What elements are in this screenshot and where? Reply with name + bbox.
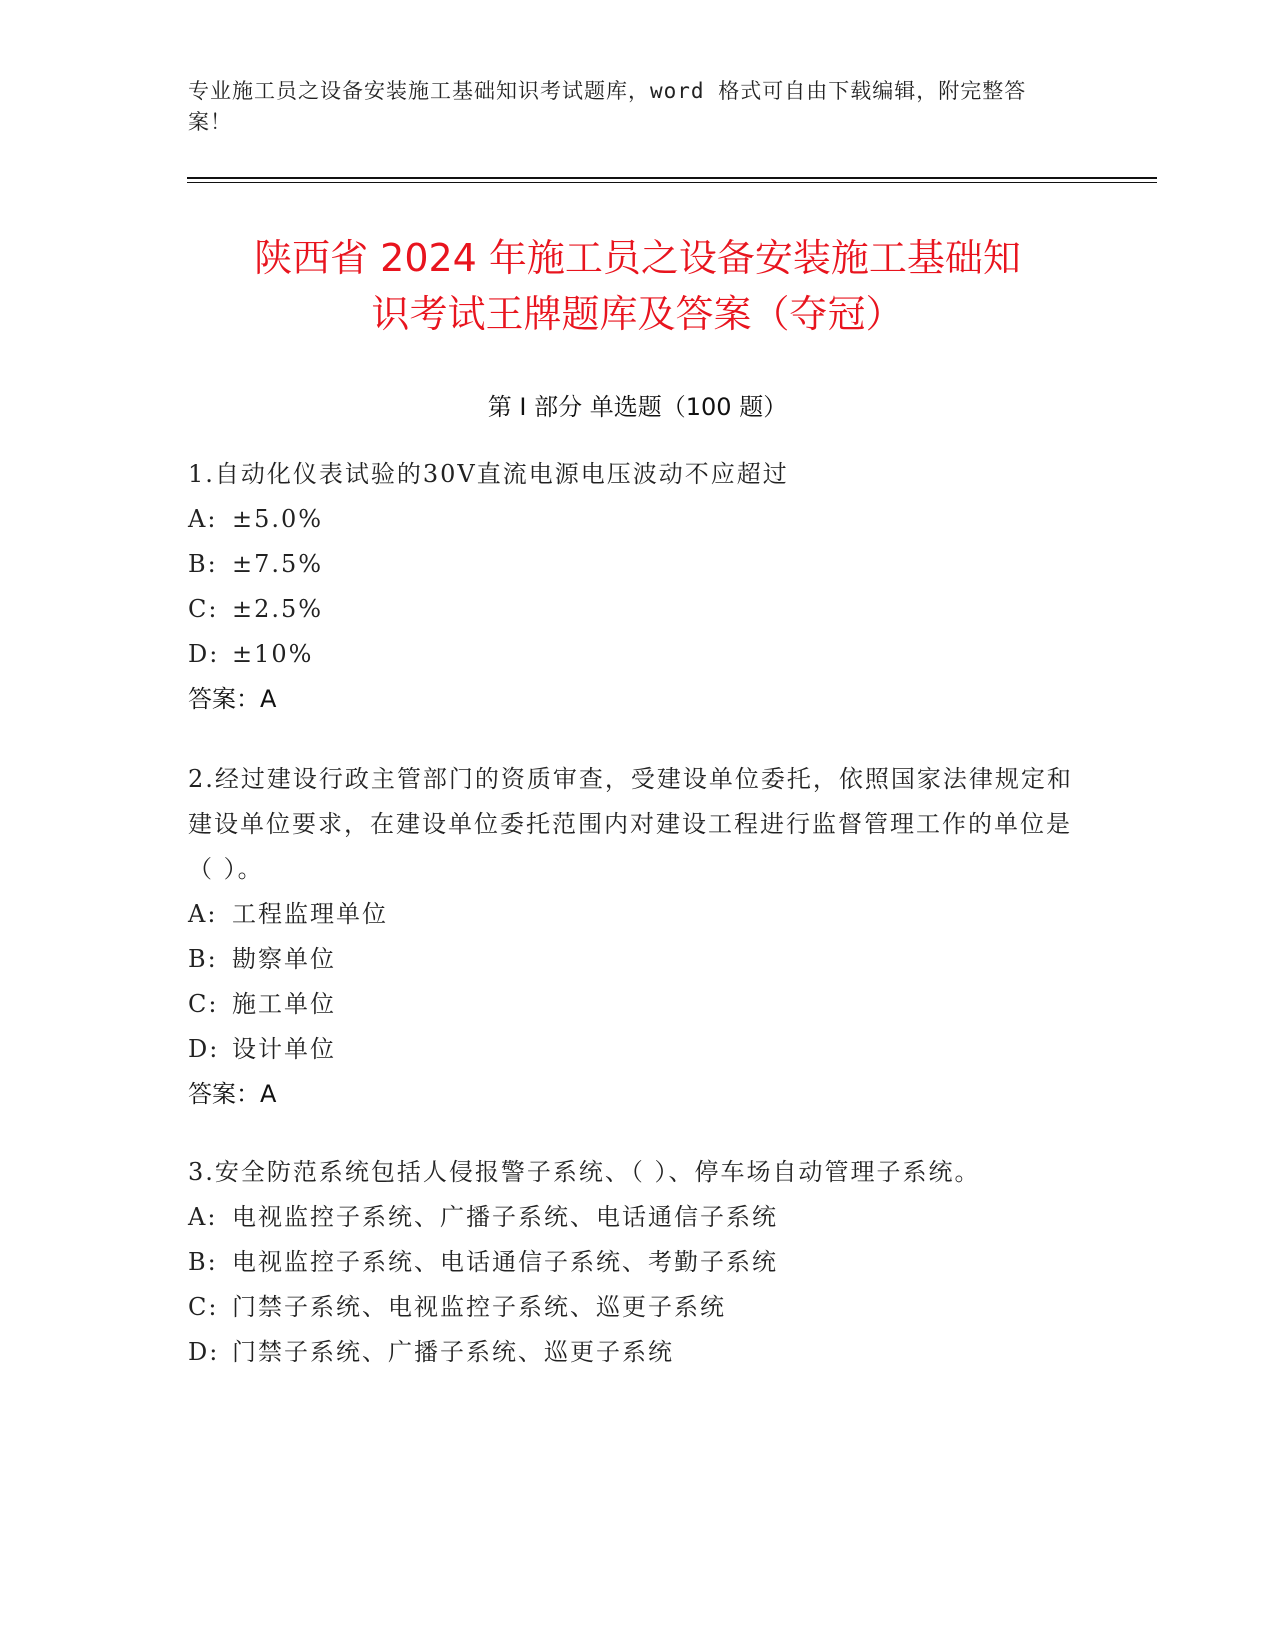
option-label: A: [188, 505, 218, 533]
document-title [150, 230, 1125, 342]
option-a [188, 1195, 1078, 1240]
option-text: 电视监控子系统、电话通信子系统、考勤子系统 [232, 1248, 778, 1276]
option-label: C: [188, 595, 219, 623]
option-label: D: [188, 1035, 220, 1063]
option-label: D: [188, 1338, 220, 1366]
option-text: ±7.5% [232, 550, 324, 578]
option-b [188, 937, 1078, 982]
option-text: 门禁子系统、电视监控子系统、巡更子系统 [232, 1293, 726, 1321]
option-b [188, 1240, 1078, 1285]
option-label: A: [188, 1203, 218, 1231]
option-d [188, 1330, 1078, 1375]
option-text: 门禁子系统、广播子系统、巡更子系统 [232, 1338, 674, 1366]
header-note: 专业施工员之设备安装施工基础知识考试题库，word 格式可自由下载编辑，附完整答案！ [188, 79, 1027, 134]
option-text: ±2.5% [232, 595, 324, 623]
option-c [188, 982, 1078, 1027]
option-label: A: [188, 900, 218, 928]
answer-line: 答案：A [188, 685, 277, 713]
question-text: 2.经过建设行政主管部门的资质审查，受建设单位委托，依照国家法律规定和建设单位要求，在建设单位委托范围内对建设工程进行监督管理工作的单位是（ ）。 [188, 765, 1073, 883]
option-d [188, 1027, 1078, 1072]
option-d [188, 632, 1078, 677]
option-text: 电视监控子系统、广播子系统、电话通信子系统 [232, 1203, 778, 1231]
option-text: ±5.0% [232, 505, 324, 533]
option-label: D: [188, 640, 220, 668]
option-text: 工程监理单位 [232, 900, 388, 928]
option-label: B: [188, 1248, 218, 1276]
question-text: 1.自动化仪表试验的30V直流电源电压波动不应超过 [188, 460, 789, 488]
option-label: C: [188, 1293, 219, 1321]
option-label: C: [188, 990, 219, 1018]
option-c [188, 1285, 1078, 1330]
option-label: B: [188, 945, 218, 973]
option-text: 施工单位 [232, 990, 336, 1018]
question-3 [188, 1150, 1078, 1375]
answer-line: 答案：A [188, 1080, 277, 1108]
option-text: 勘察单位 [232, 945, 336, 973]
option-label: B: [188, 550, 218, 578]
header-rule-thin [187, 182, 1157, 183]
option-text: 设计单位 [232, 1035, 336, 1063]
question-text: 3.安全防范系统包括人侵报警子系统、（ ）、停车场自动管理子系统。 [188, 1158, 981, 1186]
title-line-1: 陕西省 2024 年施工员之设备安装施工基础知 [254, 236, 1021, 280]
title-line-2: 识考试王牌题库及答案（夺冠） [371, 292, 904, 336]
option-a [188, 497, 1078, 542]
option-c [188, 587, 1078, 632]
header-rule-thick [187, 177, 1157, 179]
option-text: ±10% [232, 640, 314, 668]
option-a [188, 892, 1078, 937]
question-2 [188, 757, 1078, 1117]
question-1 [188, 452, 1078, 722]
option-b [188, 542, 1078, 587]
section-heading: 第 I 部分 单选题（100 题） [487, 393, 788, 421]
